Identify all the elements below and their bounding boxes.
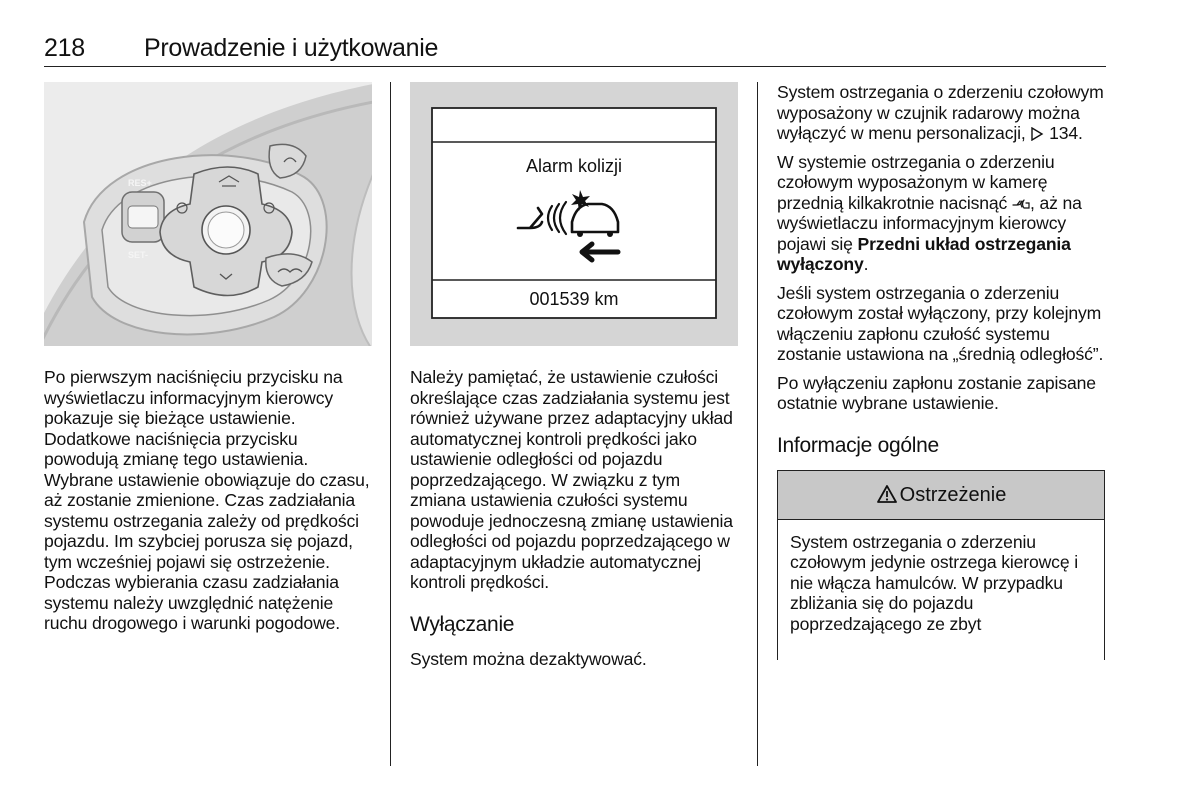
warning-box (777, 470, 1105, 660)
column-3-paragraph-4: Po wyłączeniu zapłonu zostanie zapisane ostatnie wybrane ustawienie. (777, 372, 1096, 413)
display-title: Alarm kolizji (525, 156, 622, 176)
wylaczanie-paragraph: System można dezaktywować. (410, 648, 647, 669)
column-3-paragraph-3: Jeśli system ostrzegania o zderzeniu czołowym został wyłączony, przy kolejnym włączeniu zapłonu czułość systemu zostanie ustawiona na „średnią odległość”. (777, 282, 1104, 364)
column-1 (44, 82, 374, 634)
column-divider-2 (757, 82, 758, 766)
paragraph-end: . (863, 254, 869, 274)
column-divider-1 (390, 82, 391, 766)
page-reference[interactable]: 134. (1049, 123, 1083, 143)
column-2 (410, 82, 740, 669)
distance-button-icon (1012, 197, 1030, 211)
display-message-bold: Przedni układ ostrzegania wyłączony (777, 233, 1071, 274)
warning-triangle-icon (876, 484, 898, 504)
set-label: SET- (128, 250, 149, 260)
page-title: Prowadzenie i użytkowanie (144, 34, 439, 62)
steering-wheel-controls-figure (44, 82, 372, 346)
camera-disable-text-cont: , aż na wyświetlaczu informacyjnym kierowcy pojawi się (777, 192, 1082, 254)
warning-header (778, 471, 1104, 520)
column-1-paragraph: Po pierwszym naciśnięciu przycisku na wyświetlaczu informacyjnym kierowcy pokazuje się bieżące ustawienie. Dodatkowe naciśnięcia przycisku powodują zmianę tego ustawienia. Wybrane ustawienie obowiązuje do czasu, aż zostanie zmienione. Czas zadziałania systemu ostrzegania zależy od prędkości pojazdu. Im szybciej porusza się pojazd, tym wcześniej pojawi się ostrzeżenie. Podczas wybierania czasu zadziałania systemu należy uwzględnić natężenie ruchu drogowego i warunki pogodowe. (44, 367, 370, 633)
section-heading-informacje: Informacje ogólne (777, 433, 939, 457)
column-2-paragraph: Należy pamiętać, że ustawienie czułości określające czas zadziałania systemu jest również używane przez adaptacyjny układ automatycznej kontroli prędkości jako ustawienie odległości od pojazdu poprzedzającego. W związku z tym zmiana ustawienia czułości systemu powoduje jednoczesną zmianę ustawienia odległości od pojazdu poprzedzającego w adaptacyjnym układzie automatycznej kontroli prędkości. (410, 367, 733, 592)
column-3-paragraph-1 (777, 82, 1107, 144)
section-heading-wylaczanie: Wyłączanie (410, 612, 515, 636)
page-header (44, 34, 1106, 67)
radar-disable-text: System ostrzegania o zderzeniu czołowym wyposażony w czujnik radarowy można wyłączyć w menu personalizacji, (777, 82, 1104, 143)
page-ref-triangle-icon (1030, 127, 1044, 141)
res-label: RES+ (128, 178, 152, 188)
warning-title: Ostrzeżenie (899, 483, 1007, 506)
page-number: 218 (44, 34, 85, 62)
odometer-readout: 001539 km (529, 289, 619, 309)
column-3-paragraph-2 (777, 152, 1107, 275)
driver-info-display-figure (410, 82, 738, 346)
warning-body: System ostrzegania o zderzeniu czołowym jedynie ostrzega kierowcę i nie włącza hamulców. W przypadku zbliżania się do pojazdu poprzedzającego ze zbyt (790, 531, 1078, 634)
column-3 (777, 82, 1107, 660)
camera-disable-text: W systemie ostrzegania o zderzeniu czołowym wyposażonym w kamerę przednią kilkakrotnie nacisnąć (777, 151, 1055, 213)
